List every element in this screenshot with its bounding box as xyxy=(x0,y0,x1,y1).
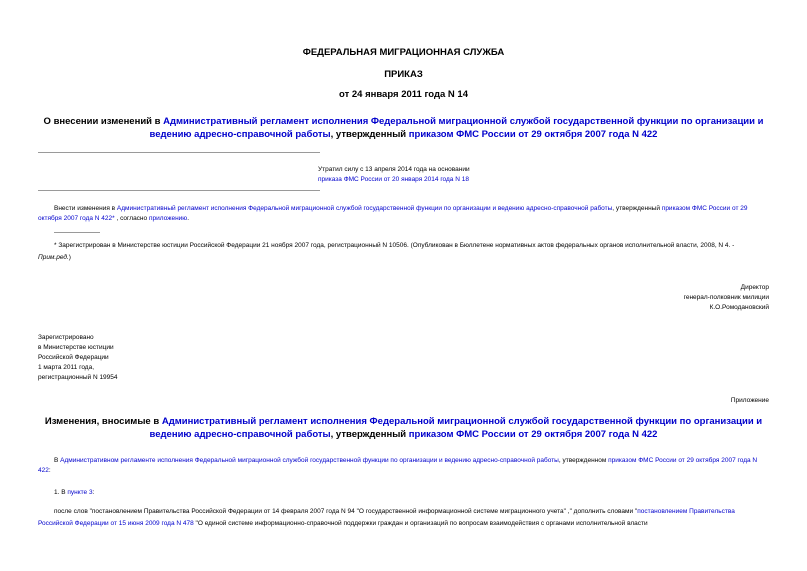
appendix-p2-resolution-link[interactable]: постановлением Правительства Российской Федерации от 15 июня 2009 года N 478 xyxy=(38,508,735,527)
appendix-p1-order-link[interactable]: приказом ФМС России от 29 октября 2007 года N 422 xyxy=(38,457,758,474)
repeal-notice-text: Утратил силу с 13 апреля 2014 года на основании xyxy=(318,166,470,173)
document-date: от 24 января 2011 года N 14 xyxy=(339,89,468,100)
appendix-paragraph-2 xyxy=(38,506,768,530)
appendix-p2-prefix: после слов "постановлением Правительства Российской Федерации от 14 февраля 2007 года N 94 "О государственной информационной системе миграционного учета" xyxy=(54,508,566,515)
footnote-separator xyxy=(54,232,100,233)
appendix-title xyxy=(40,415,767,441)
divider-top xyxy=(38,152,320,153)
appendix-label: Приложение xyxy=(730,397,769,404)
signature-rank: генерал-полковник милиции xyxy=(683,294,769,301)
order-p-mid2: , согласно xyxy=(114,215,149,222)
document-type: ПРИКАЗ xyxy=(384,69,423,80)
registration-line-2: в Министерстве юстиции xyxy=(38,344,114,351)
order-p-appendix-link[interactable]: приложению xyxy=(148,215,188,222)
appendix-title-order-link[interactable]: приказом ФМС России от 29 октября 2007 года N 422 xyxy=(408,429,658,440)
signature-block xyxy=(684,283,769,313)
divider-bottom xyxy=(38,190,320,191)
footnote-mark: * xyxy=(54,242,57,249)
document-title xyxy=(40,115,767,141)
title-regulation-link[interactable]: Административный регламент исполнения Федеральной миграционной службой государственной функции по организации и ведению адресно-справочной работы xyxy=(149,116,764,140)
registration-line-1: Зарегистрировано xyxy=(38,334,94,341)
order-p-mid: , утвержденный xyxy=(612,205,662,212)
appendix-p1-end: : xyxy=(48,467,51,474)
signature-name: К.О.Ромодановский xyxy=(709,304,769,311)
appendix-item-1 xyxy=(54,488,94,498)
appendix-p1-mid: , утвержденном xyxy=(558,457,609,464)
repeal-order-link[interactable]: приказа ФМС России от 20 января 2014 года N 18 xyxy=(318,176,469,183)
appendix-p2-end: "О единой системе информационно-справочной поддержки граждан и организаций по вопросам взаимодействия с органами исполнительной власти xyxy=(193,520,648,527)
signature-position: Директор xyxy=(740,284,769,291)
appendix-title-mid: , утвержденный xyxy=(330,429,409,440)
footnote xyxy=(38,240,768,264)
title-order-link[interactable]: приказом ФМС России от 29 октября 2007 года N 422 xyxy=(408,129,658,140)
item1-clause-link[interactable]: пункте 3 xyxy=(67,489,93,496)
item1-prefix: 1. В xyxy=(54,489,68,496)
registration-block xyxy=(38,333,118,383)
registration-line-4: 1 марта 2011 года, xyxy=(38,364,94,371)
order-p-end: . xyxy=(187,215,189,222)
footnote-text: Зарегистрирован в Министерстве юстиции Российской Федерации 21 ноября 2007 года, регистрационный N 10506. (Опубликован в Бюллетене нормативных актов федеральных органов исполнительной власти, 2008, N 4. - xyxy=(56,242,735,249)
title-mid: , утвержденный xyxy=(330,129,409,140)
title-prefix: О внесении изменений в xyxy=(43,116,164,127)
order-p-order-link[interactable]: приказом ФМС России от 29 октября 2007 года N 422* xyxy=(38,205,748,222)
appendix-p1-prefix: В xyxy=(54,457,61,464)
appendix-title-regulation-link[interactable]: Административный регламент исполнения Федеральной миграционной службой государственной функции по организации и ведению адресно-справочной работы xyxy=(149,416,763,440)
footnote-editor-note: Прим.ред. xyxy=(38,254,69,261)
repeal-notice xyxy=(318,165,758,185)
item1-end: : xyxy=(92,489,95,496)
order-p-prefix: Внести изменения в xyxy=(54,205,117,212)
appendix-p1-regulation-link[interactable]: Административном регламенте исполнения Федеральной миграционной службой государственной функции по организации и ведению адресно-справочной работы xyxy=(60,457,559,464)
agency-name: ФЕДЕРАЛЬНАЯ МИГРАЦИОННАЯ СЛУЖБА xyxy=(302,47,505,58)
registration-line-5: регистрационный N 19954 xyxy=(38,374,118,381)
appendix-paragraph-1 xyxy=(38,456,768,476)
footnote-end: ) xyxy=(68,254,71,261)
appendix-p2-mid: ," дополнить словами " xyxy=(567,508,638,515)
appendix-title-prefix: Изменения, вносимые в xyxy=(44,416,162,427)
order-paragraph xyxy=(38,204,768,224)
registration-line-3: Российской Федерации xyxy=(38,354,109,361)
order-p-regulation-link[interactable]: Административный регламент исполнения Федеральной миграционной службой государственной функции по организации и ведению адресно-справочной работы xyxy=(116,205,613,212)
